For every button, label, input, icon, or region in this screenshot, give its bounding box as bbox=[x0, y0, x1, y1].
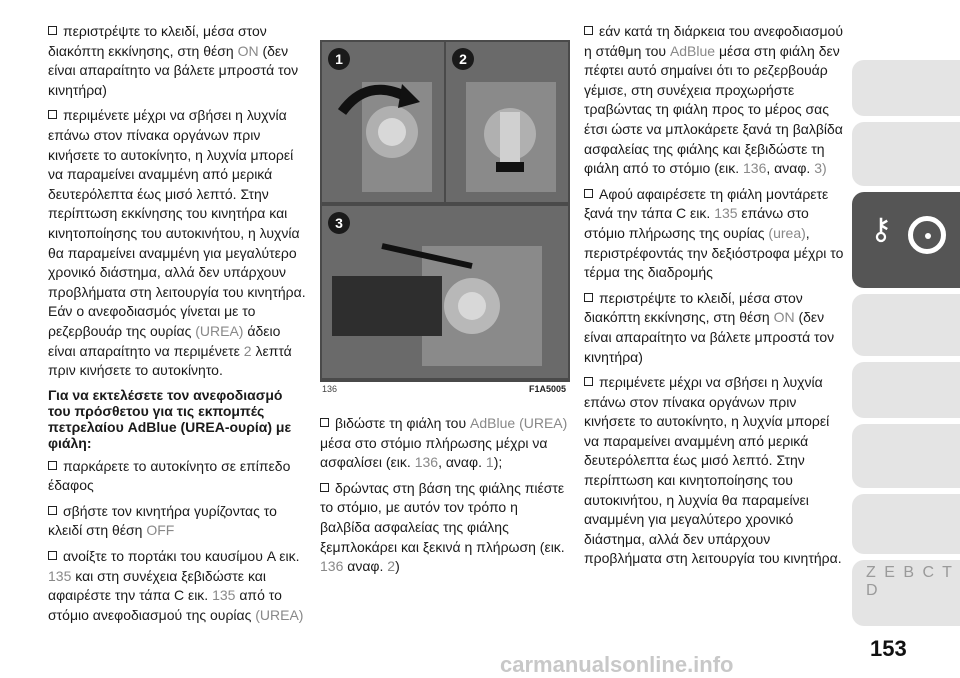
figure-number-1: 1 bbox=[328, 48, 350, 70]
chapter-tab-6[interactable] bbox=[852, 424, 960, 488]
page-number: 153 bbox=[870, 636, 907, 661]
instruction-wait-lamp: περιμένετε μέχρι να σβήσει η λυχνία επάνω στον πίνακα οργάνων πριν κινήσετε το αυτοκίνητο, η λυχνία μπορεί να παραμείνει αναμμένη από μερικά δευτερόλεπτα έως μισό λεπτό. Στην περίπτωση εκκίνησης του κινητήρα και κινητοποίησης του αυτοκινήτου, η λυχνία θα παραμείνει αναμμένη για μεγαλύτερο χρονικό διάστημα, αλλά δεν υπάρχουν προβλήματα στη λειτουργία του κινητήρα. Εάν ο ανεφοδιασμός γίνεται με το ρεζερβουάρ της ουρίας (UREA) άδειο είναι απαραίτητο να περιμένετε 2 λεπτά πριν κινήσετε το αυτοκίνητο. bbox=[48, 107, 306, 379]
figure-number-3: 3 bbox=[328, 212, 350, 234]
bullet-box-icon bbox=[320, 418, 329, 427]
text-column-3 bbox=[584, 22, 846, 575]
bullet-box-icon bbox=[48, 506, 57, 515]
chapter-tab-1[interactable] bbox=[852, 60, 960, 116]
chapter-tab-starting-driving[interactable] bbox=[852, 192, 960, 288]
bullet-box-icon bbox=[48, 461, 57, 470]
figure-number: 136 bbox=[322, 384, 338, 394]
bullet-box-icon bbox=[584, 293, 593, 302]
steering-wheel-icon bbox=[908, 216, 946, 254]
instruction-engine-off: σβήστε τον κινητήρα γυρίζοντας το κλειδί στη θέση OFF bbox=[48, 502, 277, 539]
bullet-box-icon bbox=[48, 551, 57, 560]
instruction-open-flap: ανοίξτε το πορτάκι του καυσίμου A εικ. 135 και στη συνέχεια ξεβιδώστε και αφαιρέστε την τάπα C εικ. 135 από το στόμιο ανεφοδιασμού της ουρίας (UREA) bbox=[48, 548, 304, 623]
figure-panel-2 bbox=[446, 42, 568, 202]
chapter-tab-7[interactable] bbox=[852, 494, 960, 554]
bullet-box-icon bbox=[48, 26, 57, 35]
text-column-2 bbox=[320, 414, 570, 583]
bullet-box-icon bbox=[584, 377, 593, 386]
figure-code: F1A5005 bbox=[528, 384, 566, 394]
bottle-remove-illustration bbox=[322, 206, 568, 378]
section-heading: Για να εκτελέσετε τον ανεφοδιασμό του πρόσθετου για τις εκπομπές πετρελαίου AdBlue (UREA-ουρία) με φιάλη: bbox=[48, 386, 292, 451]
index-letters: Z E B C T D bbox=[866, 564, 954, 599]
key-icon: ⚷ bbox=[870, 213, 892, 246]
instruction-screw-bottle: βιδώστε τη φιάλη του AdBlue (UREA) μέσα στο στόμιο πλήρωσης μέχρι να ασφαλίσει (εικ. 136, αναφ. 1); bbox=[320, 415, 568, 471]
instruction-turn-key-2: περιστρέψτε το κλειδί, μέσα στον διακόπτη εκκίνησης, στη θέση ON (δεν είναι απαραίτητο να βάλετε μπροστά τον κινητήρα) bbox=[584, 289, 835, 365]
chapter-tab-index[interactable] bbox=[852, 560, 960, 626]
text-column-1 bbox=[48, 22, 306, 631]
instruction-refit-cap: Αφού αφαιρέσετε τη φιάλη μοντάρετε ξανά την τάπα C εικ. 135 επάνω στο στόμιο πλήρωσης της ουρίας (urea), περιστρέφοντάς την δεξιόστροφα μέχρι το τέρμα της διαδρομής bbox=[584, 185, 844, 281]
bullet-box-icon bbox=[48, 110, 57, 119]
figure-136 bbox=[320, 40, 570, 396]
chapter-tab-5[interactable] bbox=[852, 362, 960, 418]
instruction-park: παρκάρετε το αυτοκίνητο σε επίπεδο έδαφος bbox=[48, 457, 291, 494]
bullet-box-icon bbox=[320, 483, 329, 492]
chapter-tab-4[interactable] bbox=[852, 294, 960, 356]
figure-panel-3 bbox=[322, 206, 568, 378]
figure-panel-1 bbox=[322, 42, 444, 202]
watermark: carmanualsonline.info bbox=[500, 652, 734, 677]
figure-caption bbox=[320, 382, 570, 396]
instruction-turn-key: περιστρέψτε το κλειδί, μέσα στον διακόπτη εκκίνησης, στη θέση ON (δεν είναι απαραίτητο να βάλετε μπροστά τον κινητήρα) bbox=[48, 23, 299, 98]
chapter-tab-2[interactable] bbox=[852, 122, 960, 186]
instruction-level-check: εάν κατά τη διάρκεια του ανεφοδιασμού η στάθμη του AdBlue μέσα στη φιάλη δεν πέφτει αυτό σημαίνει ότι το ρεζερβουάρ γέμισε, στη συνέχεια προχωρήστε τραβώντας τη φιάλη προς το μέρος σας έτσι ώστε να μπλοκάρετε ξανά τη βαλβίδα ασφαλείας της φιάλης και ξεβιδώστε τη φιάλη από το στόμιο (εικ. 136, αναφ. 3) bbox=[584, 23, 843, 177]
figure-number-2: 2 bbox=[452, 48, 474, 70]
bullet-box-icon bbox=[584, 189, 593, 198]
bullet-box-icon bbox=[584, 26, 593, 35]
instruction-press-bottle: δρώντας στη βάση της φιάλης πιέστε το στόμιο, με αυτόν τον τρόπο η βαλβίδα ασφαλείας της φιάλης ξεμπλοκάρει και ξεκινά η πλήρωση (εικ. 136 αναφ. 2) bbox=[320, 479, 565, 575]
instruction-wait-lamp-2: περιμένετε μέχρι να σβήσει η λυχνία επάνω στον πίνακα οργάνων πριν κινήσετε το αυτοκίνητο, η λυχνία μπορεί να παραμείνει αναμμένη από μερικά δευτερόλεπτα έως μισό λεπτό. Στην περίπτωση και κινητοποίησης του αυτοκινήτου, η λυχνία θα παραμείνει αναμμένη για μεγαλύτερο χρονικό διάστημα, αλλά δεν υπάρχουν προβλήματα στη λειτουργία του κινητήρα. bbox=[584, 374, 842, 567]
